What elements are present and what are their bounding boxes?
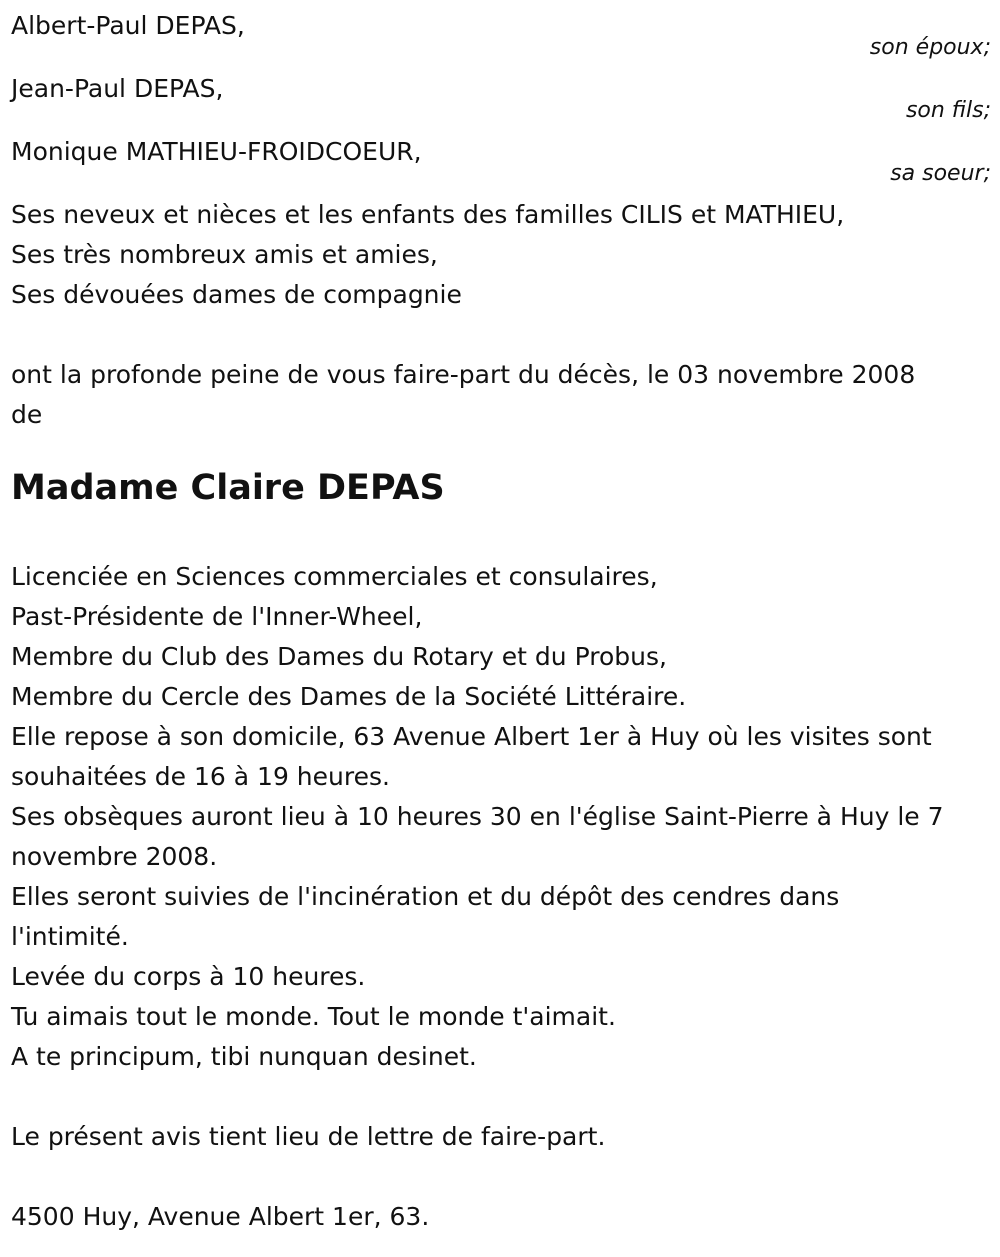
detail-line: Past-Présidente de l'Inner-Wheel,: [11, 602, 423, 631]
announcement-line: de: [11, 400, 43, 429]
detail-line: Levée du corps à 10 heures.: [11, 962, 366, 991]
family-member-name: Albert-Paul DEPAS,: [11, 11, 245, 40]
announcement: [11, 355, 993, 435]
details: [11, 557, 993, 1077]
detail-line: Elles seront suivies de l'incinération et du dépôt des cendres dans: [11, 882, 840, 911]
detail-line: Membre du Cercle des Dames de la Société Littéraire.: [11, 682, 687, 711]
detail-line: Tu aimais tout le monde. Tout le monde t'aimait.: [11, 1002, 616, 1031]
deceased-name: Madame Claire DEPAS: [11, 468, 445, 508]
spacer: [11, 315, 993, 355]
other-relatives-line: Ses dévouées dames de compagnie: [11, 280, 462, 309]
detail-line: Elle repose à son domicile, 63 Avenue Albert 1er à Huy où les visites sont: [11, 722, 932, 751]
family-member-name: Monique MATHIEU-FROIDCOEUR,: [11, 137, 422, 166]
family-entry-son: [11, 69, 993, 132]
other-relatives-line: Ses neveux et nièces et les enfants des familles CILIS et MATHIEU,: [11, 200, 845, 229]
family-member-relation: sa soeur;: [890, 161, 991, 186]
detail-line: souhaitées de 16 à 19 heures.: [11, 762, 390, 791]
announcement-line: ont la profonde peine de vous faire-part du décès, le 03 novembre 2008: [11, 360, 916, 389]
detail-line: novembre 2008.: [11, 842, 218, 871]
obituary-notice: [11, 6, 993, 1237]
other-relatives-line: Ses très nombreux amis et amies,: [11, 240, 438, 269]
family-entry-husband: [11, 6, 993, 69]
spacer: [11, 1077, 993, 1117]
family-entry-sister: [11, 132, 993, 195]
detail-line: A te principum, tibi nunquan desinet.: [11, 1042, 477, 1071]
family-member-relation: son époux;: [869, 35, 991, 60]
closing-statement: Le présent avis tient lieu de lettre de faire-part.: [11, 1122, 606, 1151]
detail-line: Licenciée en Sciences commerciales et consulaires,: [11, 562, 658, 591]
detail-line: Membre du Club des Dames du Rotary et du Probus,: [11, 642, 667, 671]
detail-line: Ses obsèques auront lieu à 10 heures 30 en l'église Saint-Pierre à Huy le 7: [11, 802, 944, 831]
detail-line: l'intimité.: [11, 922, 129, 951]
address: 4500 Huy, Avenue Albert 1er, 63.: [11, 1202, 430, 1231]
spacer: [11, 1157, 993, 1197]
family-member-relation: son fils;: [905, 98, 991, 123]
family-member-name: Jean-Paul DEPAS,: [11, 74, 224, 103]
other-relatives: [11, 195, 993, 315]
